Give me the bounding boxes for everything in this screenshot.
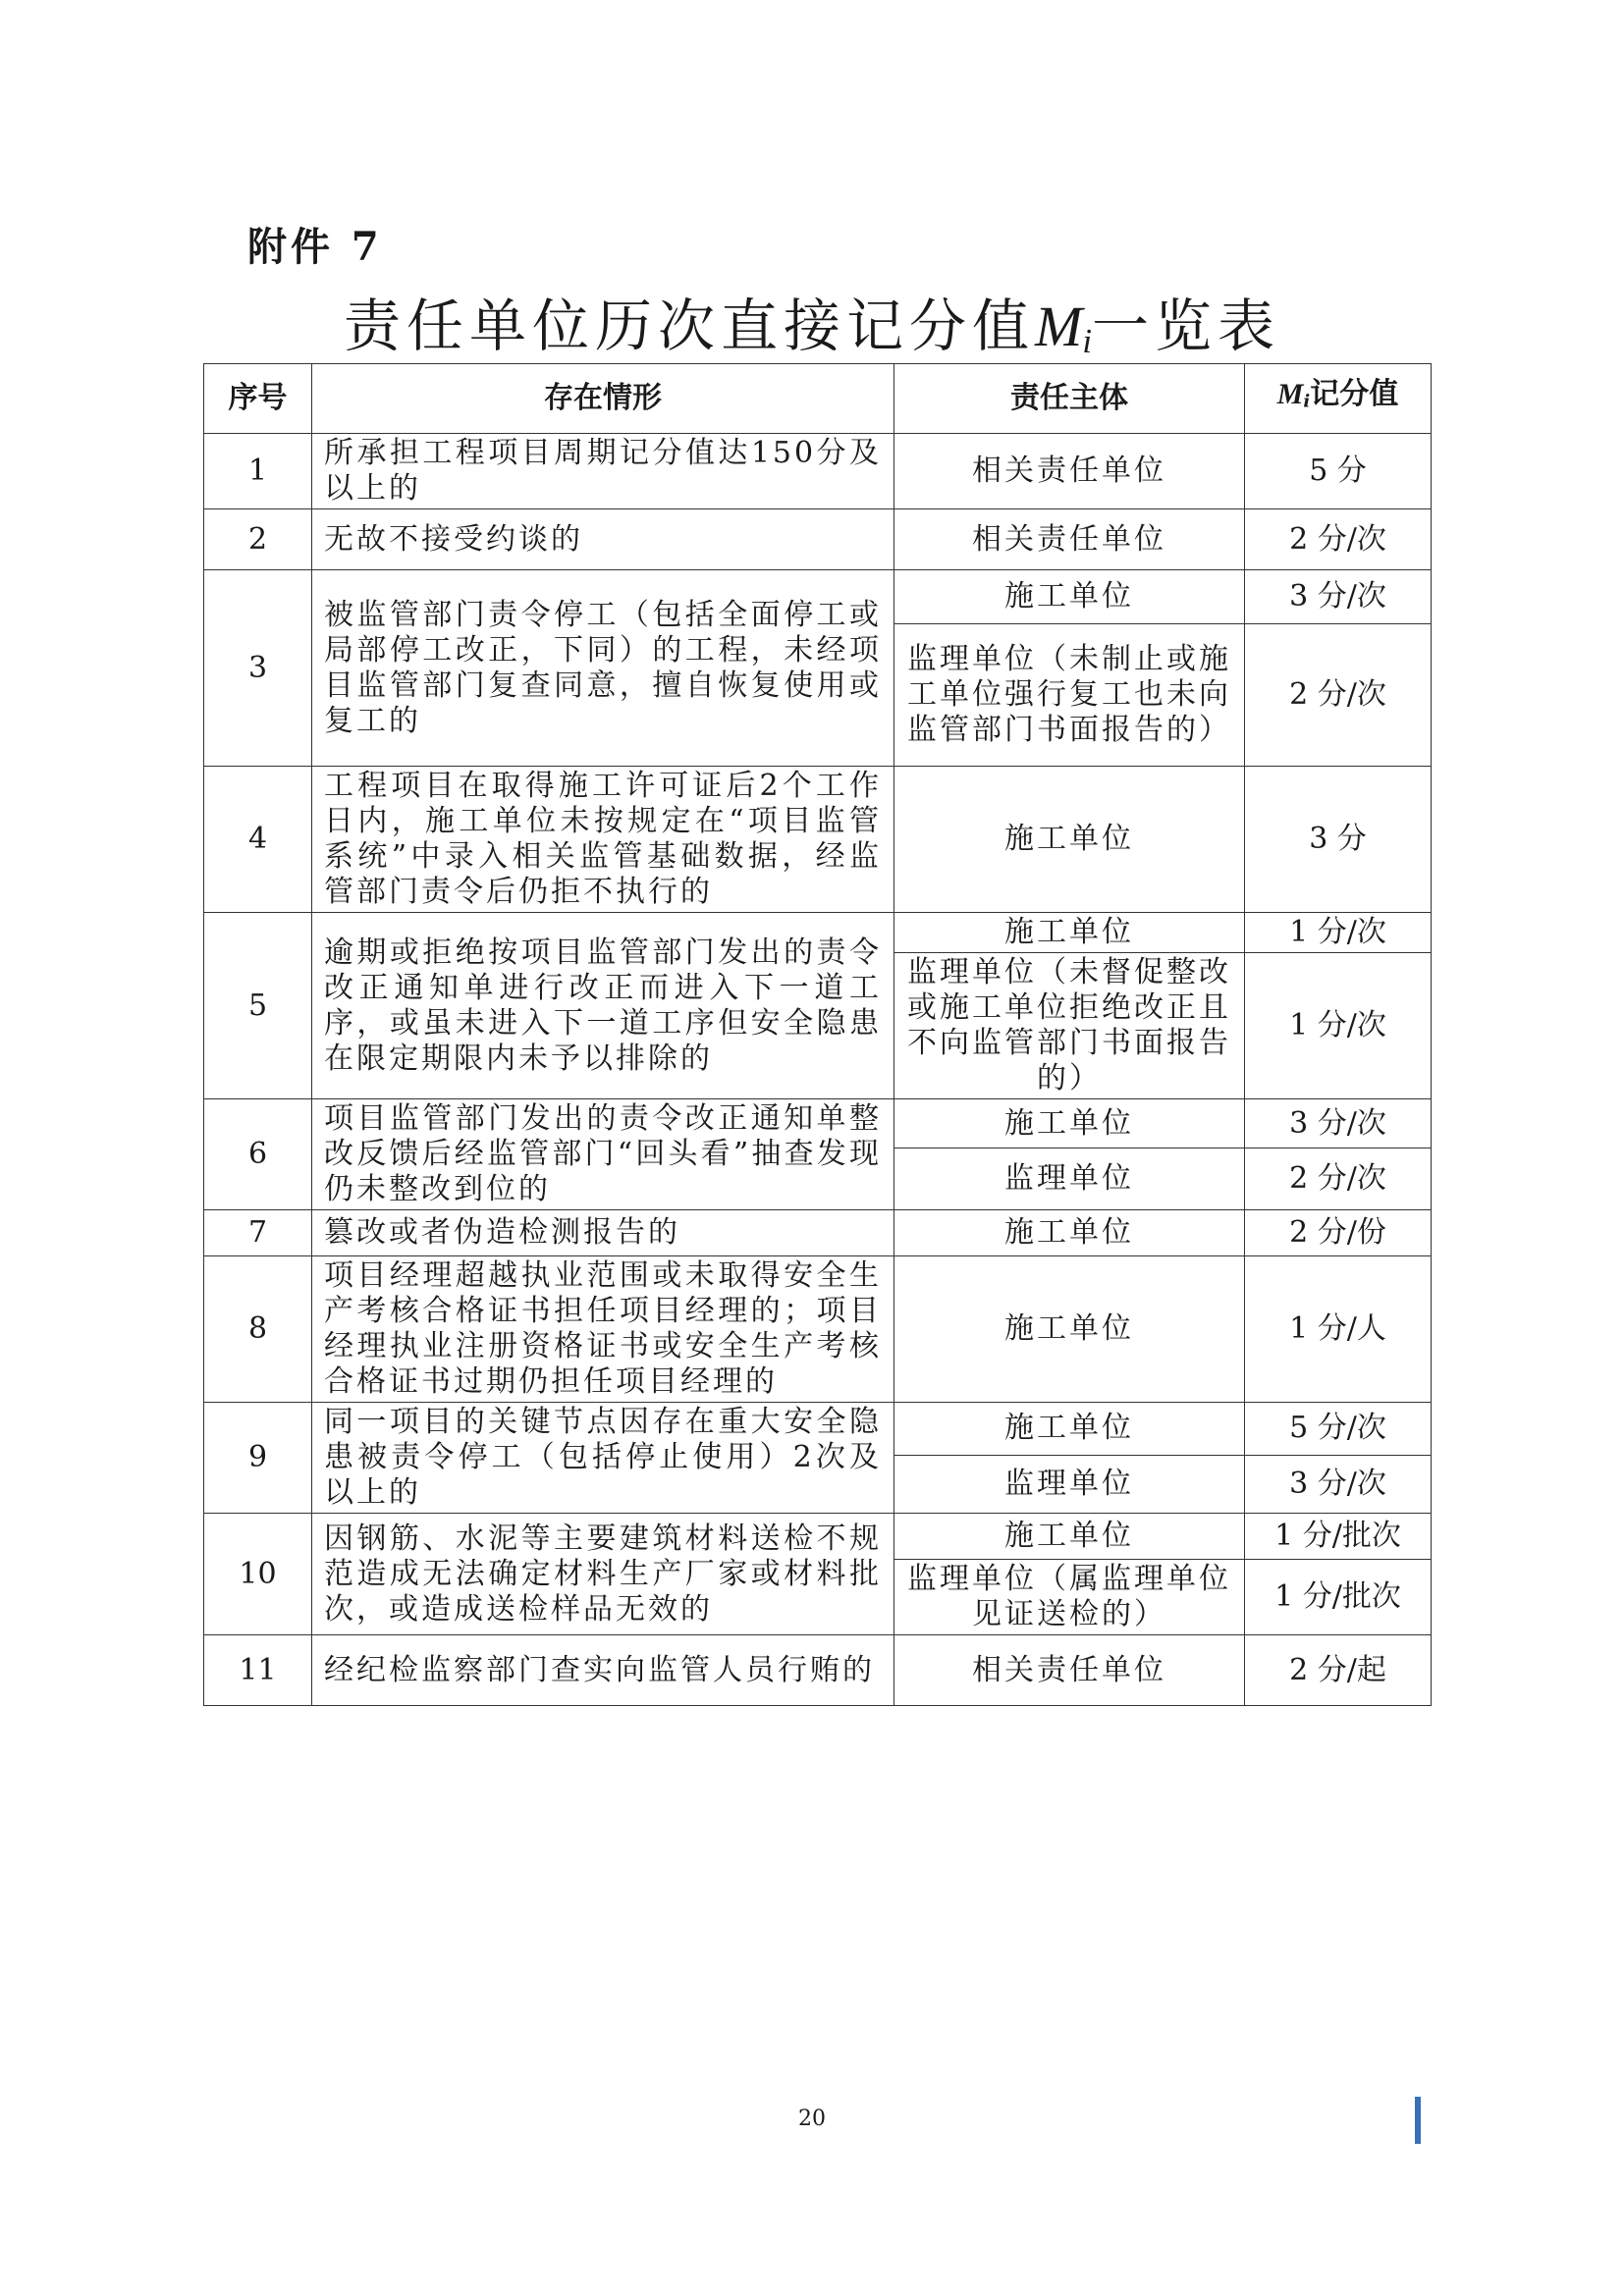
header-situation: 存在情形 [312,364,894,434]
row-score: 3 分/次 [1245,570,1432,624]
score-table [203,363,1432,1706]
row-situation: 无故不接受约谈的 [312,509,894,570]
header-seq: 序号 [204,364,312,434]
row-score: 2 分/份 [1245,1210,1432,1256]
table-row [204,1099,1432,1148]
table-row [204,767,1432,913]
row-subject: 施工单位 [894,767,1245,913]
row-subject: 相关责任单位 [894,434,1245,509]
row-situation: 因钢筋、水泥等主要建筑材料送检不规范造成无法确定材料生产厂家或材料批次，或造成送检样品无效的 [312,1514,894,1635]
row-seq: 6 [204,1099,312,1210]
title-variable: $M_i$ [1035,294,1092,360]
row-score: 3 分/次 [1245,1099,1432,1148]
row-situation: 项目经理超越执业范围或未取得安全生产考核合格证书担任项目经理的；项目经理执业注册资格证书或安全生产考核合格证书过期仍担任项目经理的 [312,1256,894,1403]
row-situation: 同一项目的关键节点因存在重大安全隐患被责令停工（包括停止使用）2次及以上的 [312,1403,894,1514]
row-situation: 篡改或者伪造检测报告的 [312,1210,894,1256]
row-situation: 经纪检监察部门查实向监管人员行贿的 [312,1635,894,1706]
header-row [204,364,1432,434]
row-seq: 5 [204,913,312,1099]
row-score: 3 分 [1245,767,1432,913]
attachment-label: 附件 7 [247,224,383,270]
row-situation: 项目监管部门发出的责令改正通知单整改反馈后经监管部门“回头看”抽查发现仍未整改到位的 [312,1099,894,1210]
title-suffix: 一览表 [1092,293,1281,359]
row-subject: 施工单位 [894,913,1245,953]
row-situation: 工程项目在取得施工许可证后2个工作日内，施工单位未按规定在“项目监管系统”中录入相关监管基础数据，经监管部门责令后仍拒不执行的 [312,767,894,913]
row-subject: 相关责任单位 [894,1635,1245,1706]
row-subject: 监理单位 [894,1455,1245,1513]
row-subject: 施工单位 [894,1514,1245,1560]
row-seq: 8 [204,1256,312,1403]
row-score: 1 分/次 [1245,953,1432,1099]
row-subject: 相关责任单位 [894,509,1245,570]
row-seq: 9 [204,1403,312,1514]
title-prefix: 责任单位历次直接记分值 [343,293,1035,359]
row-seq: 10 [204,1514,312,1635]
header-score: $M_i$记分值 [1245,364,1432,434]
row-score: 1 分/批次 [1245,1514,1432,1560]
table-row [204,913,1432,953]
table-row [204,1514,1432,1560]
row-score: 5 分/次 [1245,1403,1432,1456]
row-seq: 3 [204,570,312,767]
table-row [204,509,1432,570]
row-score: 2 分/次 [1245,509,1432,570]
row-situation: 所承担工程项目周期记分值达150分及以上的 [312,434,894,509]
row-subject: 监理单位（属监理单位见证送检的） [894,1560,1245,1635]
row-seq: 2 [204,509,312,570]
table-row [204,1256,1432,1403]
row-seq: 1 [204,434,312,509]
row-situation: 逾期或拒绝按项目监管部门发出的责令改正通知单进行改正而进入下一道工序，或虽未进入下一道工序但安全隐患在限定期限内未予以排除的 [312,913,894,1099]
row-situation: 被监管部门责令停工（包括全面停工或局部停工改正，下同）的工程，未经项目监管部门复查同意，擅自恢复使用或复工的 [312,570,894,767]
row-subject: 施工单位 [894,1256,1245,1403]
row-seq: 7 [204,1210,312,1256]
row-subject: 监理单位（未制止或施工单位强行复工也未向监管部门书面报告的） [894,624,1245,767]
side-accent-bar [1415,2097,1421,2144]
row-score: 5 分 [1245,434,1432,509]
row-subject: 监理单位（未督促整改或施工单位拒绝改正且不向监管部门书面报告的） [894,953,1245,1099]
row-score: 2 分/次 [1245,624,1432,767]
page-number: 20 [798,2107,826,2131]
table-row [204,1635,1432,1706]
header-subject: 责任主体 [894,364,1245,434]
table-row [204,1210,1432,1256]
page-title [0,280,1624,362]
table-row [204,570,1432,624]
row-score: 2 分/起 [1245,1635,1432,1706]
row-subject: 监理单位 [894,1148,1245,1210]
row-seq: 4 [204,767,312,913]
row-subject: 施工单位 [894,570,1245,624]
row-subject: 施工单位 [894,1210,1245,1256]
row-score: 1 分/次 [1245,913,1432,953]
table-row [204,434,1432,509]
row-subject: 施工单位 [894,1099,1245,1148]
row-score: 1 分/批次 [1245,1560,1432,1635]
row-score: 1 分/人 [1245,1256,1432,1403]
row-seq: 11 [204,1635,312,1706]
row-score: 2 分/次 [1245,1148,1432,1210]
row-score: 3 分/次 [1245,1455,1432,1513]
table-row [204,1403,1432,1456]
table-body [204,434,1432,1706]
row-subject: 施工单位 [894,1403,1245,1456]
